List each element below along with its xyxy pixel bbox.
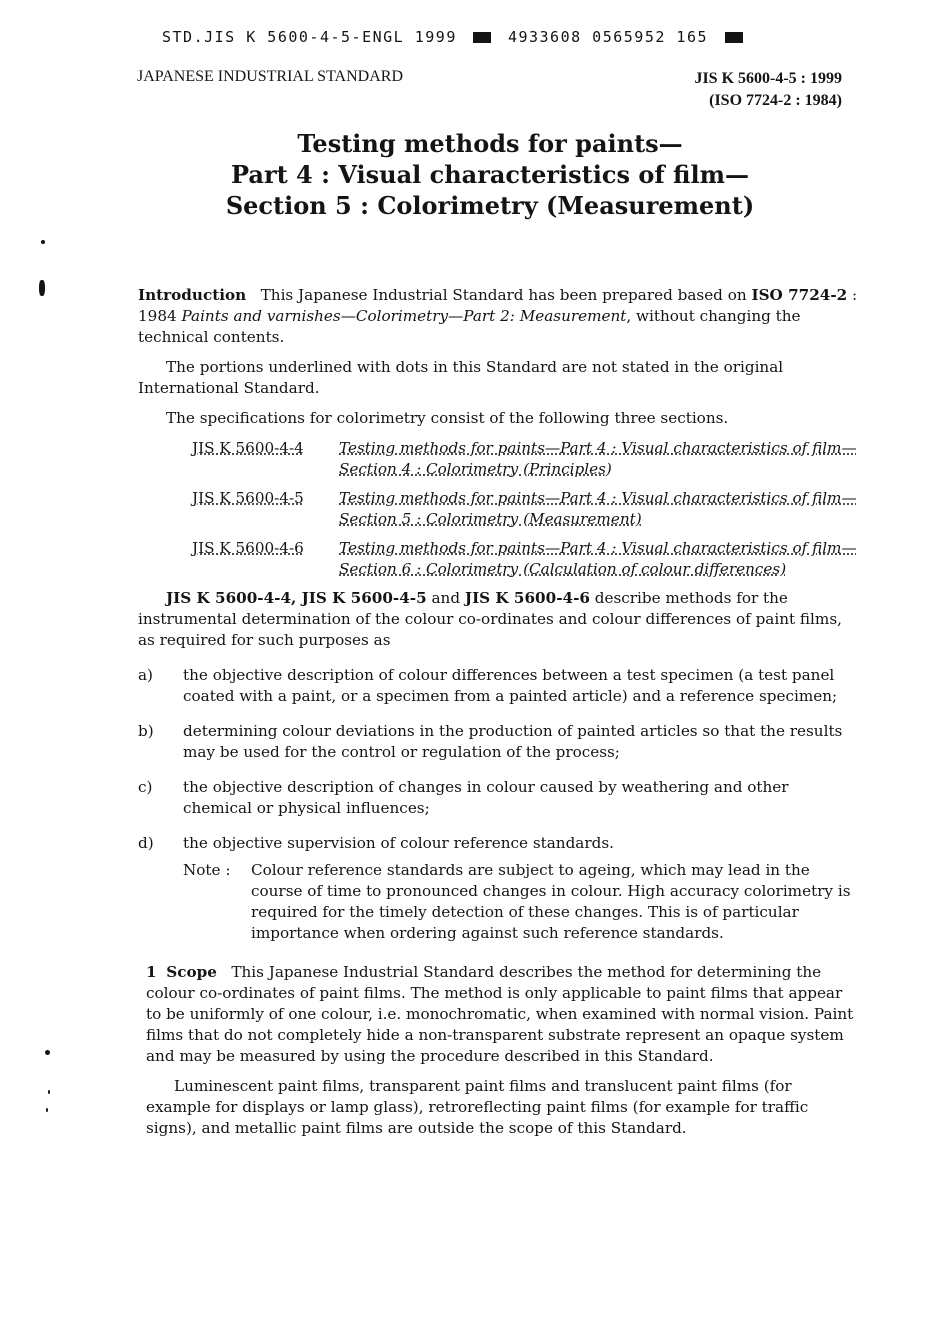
list-label: c) [138,778,153,796]
reference-code: JIS K 5600-4-5 [192,489,304,507]
list-item [138,833,858,854]
title-line-3: Section 5 : Colorimetry (Measurement) [225,191,755,220]
intro-text-a: This Japanese Industrial Standard has been prepared based on [260,286,747,304]
note [183,860,858,944]
reference-item [192,488,858,530]
title-line-2: Part 4 : Visual characteristics of film— [231,160,749,189]
black-mark-icon [473,32,491,43]
list-item [138,665,858,707]
scan-speck-icon [48,1090,50,1094]
intro-p2: The portions underlined with dots in this Standard are not stated in the original International Standard. [138,358,784,397]
reference-item [192,438,858,480]
scan-speck-icon [45,1050,50,1055]
intro-iso-title: Paints and varnishes—Colorimetry—Part 2: Measurement [181,307,627,325]
purpose-paragraph [138,588,858,651]
list-item [138,721,858,763]
scan-speck-icon [46,1108,48,1112]
list-label: d) [138,834,154,852]
list-text: the objective description of changes in colour caused by weathering and other chemical or physical influences; [183,778,789,817]
intro-text-c: , without changing the technical contents. [138,307,801,346]
list-text: the objective description of colour differences between a test specimen (a test panel coated with a paint, or a specimen from a painted article) and a reference specimen; [183,666,838,705]
note-label: Note : [183,861,231,879]
code-line-a: STD.JIS K 5600-4-5-ENGL 1999 [162,28,457,46]
list-text: determining colour deviations in the production of painted articles so that the results may be used for the control or regulation of the process; [183,722,843,761]
intro-heading: Introduction [138,286,247,304]
list-item [138,777,858,819]
standard-label: JAPANESE INDUSTRIAL STANDARD [137,68,403,85]
reference-title: Testing methods for paints—Part 4 : Visual characteristics of film—Section 5 : Colorimetry (Measurement) [339,489,857,528]
black-mark-icon [725,32,743,43]
reference-title: Testing methods for paints—Part 4 : Visual characteristics of film—Section 4 : Colorimetry (Principles) [339,439,857,478]
reference-code: JIS K 5600-4-4 [192,439,304,457]
intro-iso-ref: ISO 7724-2 [751,286,848,304]
reference-code: JIS K 5600-4-6 [192,539,304,557]
title-line-1: Testing methods for paints— [297,129,683,158]
iso-number: (ISO 7724-2 : 1984) [709,92,842,109]
scan-speck-icon [41,240,45,244]
scope-number: 1 [146,963,157,981]
reference-item [192,538,858,580]
standard-number: JIS K 5600-4-5 : 1999 [694,70,842,87]
standard-number-block [694,68,842,112]
purpose-text: describe methods for the instrumental determination of the colour co-ordinates and colour differences of paint films, as required for such purposes as [138,589,842,649]
purpose-bold-ref-2: JIS K 5600-4-6 [464,589,590,607]
document-code-line [162,28,749,46]
note-text: Colour reference standards are subject to ageing, which may lead in the course of time to pronounced changes in colour. High accuracy colorimetry is required for the timely detection of these changes. This is of particular importance when ordering against such reference standards. [251,861,851,942]
document-body [138,285,858,1148]
list-text: the objective supervision of colour reference standards. [183,834,614,852]
scan-mark-icon [39,280,45,296]
list-label: a) [138,666,153,684]
intro-paragraph [138,285,858,348]
list-label: b) [138,722,154,740]
purpose-and: and [431,589,461,607]
scope-paragraph-2: Luminescent paint films, transparent paint films and translucent paint films (for example for displays or lamp glass), retroreflecting paint films (for example for traffic signs), and metallic paint films are outside the scope of this Standard. [146,1077,809,1137]
scope-text: This Japanese Industrial Standard describes the method for determining the colour co-ordinates of paint films. The method is only applicable to paint films that appear to be uniformly of one colour, i.e. monochromatic, when examined with normal vision. Paint films that do not completely hide a non-transparent substrate represent an opaque system and may be measured by using the procedure described in this Standard. [146,963,854,1065]
intro-text-b: : 1984 [138,286,858,325]
page-title [0,128,950,221]
reference-title: Testing methods for paints—Part 4 : Visual characteristics of film—Section 6 : Colorimetry (Calculation of colour differences) [339,539,857,578]
purpose-bold-refs: JIS K 5600-4-4, JIS K 5600-4-5 [166,589,427,607]
intro-p3: The specifications for colorimetry consist of the following three sections. [166,409,729,427]
scope-paragraph [146,962,858,1067]
code-line-b: 4933608 0565952 165 [507,28,709,46]
scope-heading: Scope [166,963,217,981]
